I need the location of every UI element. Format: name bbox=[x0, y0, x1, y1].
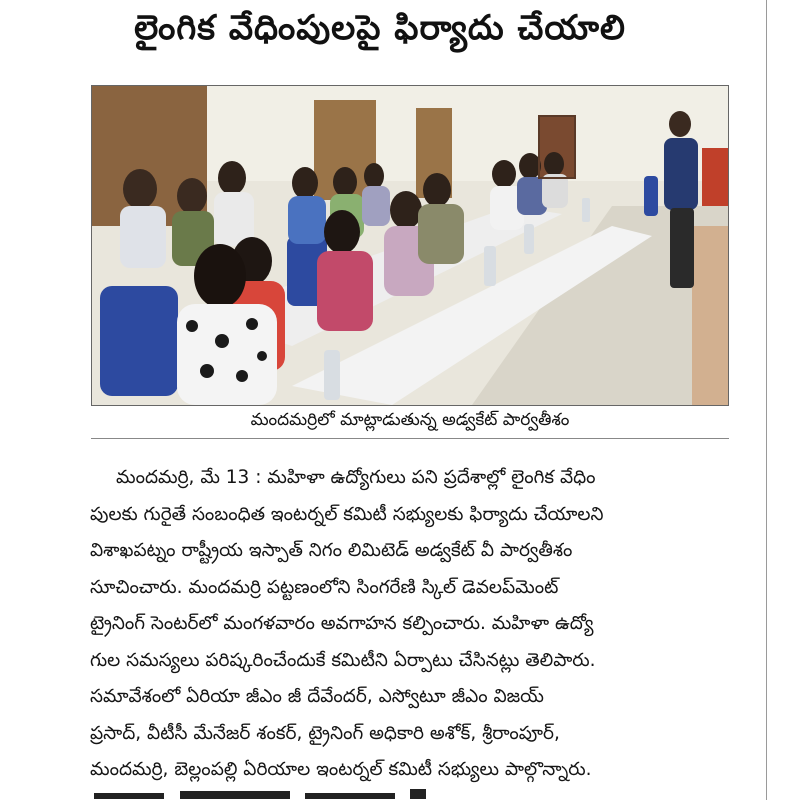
body-line: గుల సమస్యలు పరిష్కరించేందుకే కమిటీని ఏర్పాటు చేసినట్లు తెలిపారు. bbox=[90, 649, 596, 671]
body-line: ట్రైనింగ్ సెంటర్‌లో మంగళవారం అవగాహన కల్పించారు. మహిళా ఉద్యో bbox=[90, 613, 594, 634]
column-rule bbox=[766, 0, 767, 800]
next-article-cutoff bbox=[90, 786, 490, 800]
body-line: ప్రసాద్, వీటీసీ మేనేజర్ శంకర్, ట్రైనింగ్ అధికారి అశోక్, శ్రీరాంపూర్, bbox=[90, 722, 560, 744]
photo-caption: మందమర్రిలో మాట్లాడుతున్న అడ్వకేట్ పార్వతీశం bbox=[91, 406, 729, 439]
body-line: సూచించారు. మందమర్రి పట్టణంలోని సింగరేణి స్కిల్ డెవలప్‌మెంట్ bbox=[90, 576, 559, 598]
article-body bbox=[90, 460, 730, 789]
article-headline: లైంగిక వేధింపులపై ఫిర్యాదు చేయాలి bbox=[134, 8, 626, 48]
body-line: మందమర్రి, మే 13 : మహిళా ఉద్యోగులు పని ప్రదేశాల్లో లైంగిక వేధిం bbox=[116, 467, 596, 488]
body-line: మందమర్రి, బెల్లంపల్లి ఏరియాల ఇంటర్నల్ కమిటీ సభ్యులు పాల్గొన్నారు. bbox=[90, 759, 592, 780]
body-line: సమావేశంలో ఏరియా జీఎం జీ దేవేందర్, ఎస్వోటూ జీఎం విజయ్ bbox=[90, 686, 544, 707]
article-photo bbox=[91, 85, 729, 406]
body-line: విశాఖపట్నం రాష్ట్రీయ ఇస్పాత్ నిగం లిమిటెడ్ అడ్వకేట్ వీ పార్వతీశం bbox=[90, 540, 573, 561]
body-line: పులకు గురైతే సంబంధిత ఇంటర్నల్ కమిటీ సభ్యులకు ఫిర్యాదు చేయాలని bbox=[90, 503, 604, 525]
